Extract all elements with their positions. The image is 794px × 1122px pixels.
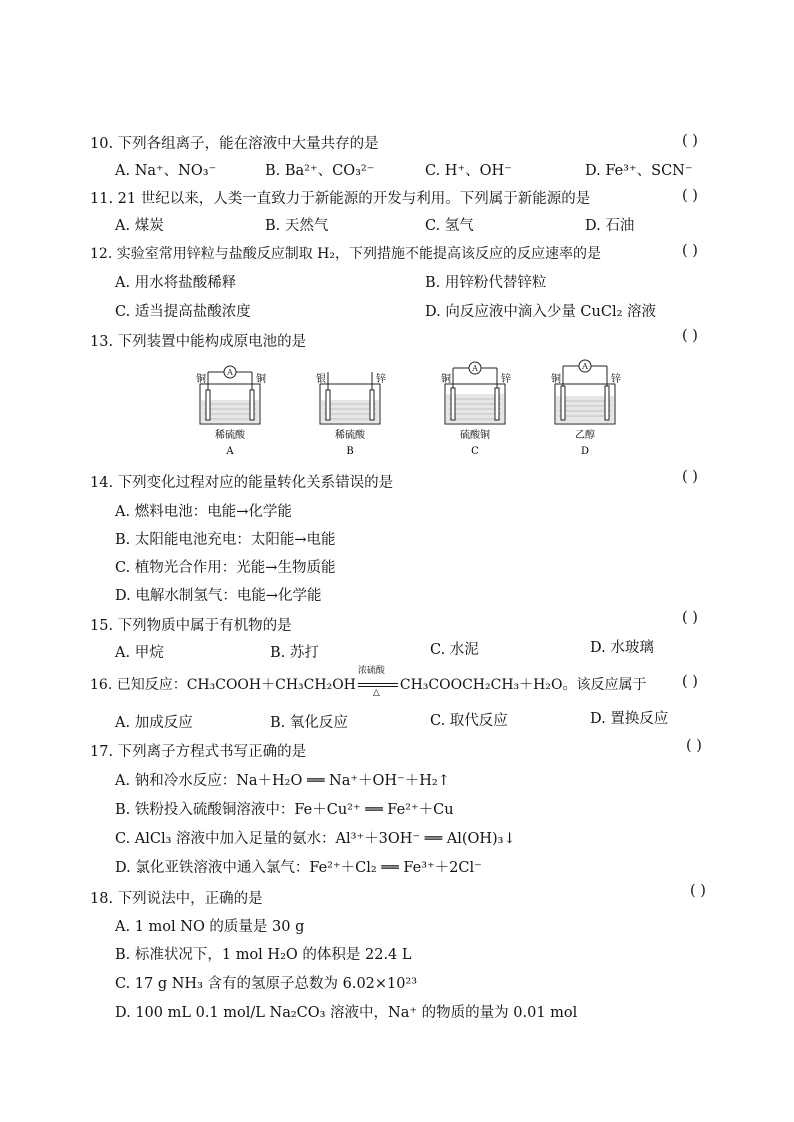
- answer-paren-18[interactable]: ( ): [690, 883, 706, 899]
- catalyst-label: 浓硫酸: [357, 666, 385, 676]
- q16-option-c: C. 取代反应: [430, 713, 508, 729]
- q15-option-d: D. 水玻璃: [590, 640, 654, 656]
- q15-option-c: C. 水泥: [430, 642, 479, 658]
- cell-c-solution: 硫酸铜: [460, 430, 490, 441]
- cell-d-right-electrode: 锌: [611, 374, 621, 385]
- question-14-stem: 14. 下列变化过程对应的能量转化关系错误的是: [90, 475, 394, 491]
- cell-c-letter: C: [471, 446, 479, 457]
- q11-option-d: D. 石油: [585, 218, 635, 234]
- question-15-stem: 15. 下列物质中属于有机物的是: [90, 618, 292, 634]
- q12-option-b: B. 用锌粉代替锌粒: [425, 275, 547, 291]
- question-13-stem: 13. 下列装置中能构成原电池的是: [90, 334, 307, 350]
- q10-option-a: A. Na⁺、NO₃⁻: [115, 163, 217, 179]
- q16-option-d: D. 置换反应: [590, 711, 669, 727]
- question-10-stem: 10. 下列各组离子，能在溶液中大量共存的是: [90, 136, 379, 152]
- cell-d[interactable]: [551, 360, 621, 457]
- q14-option-a: A. 燃料电池：电能→化学能: [115, 504, 292, 520]
- answer-paren-13[interactable]: ( ): [682, 328, 698, 344]
- cell-c-right-electrode: 锌: [501, 374, 511, 385]
- cell-b-solution: 稀硫酸: [335, 430, 365, 441]
- cell-b-right-electrode: 锌: [376, 374, 386, 385]
- q17-option-d: D. 氯化亚铁溶液中通入氯气：Fe²⁺＋Cl₂ ══ Fe³⁺＋2Cl⁻: [115, 860, 482, 876]
- q14-option-c: C. 植物光合作用：光能→生物质能: [115, 560, 336, 576]
- svg-text:A: A: [582, 362, 588, 371]
- answer-paren-11[interactable]: ( ): [682, 188, 698, 204]
- q11-option-c: C. 氢气: [425, 218, 474, 234]
- cell-a-letter: A: [226, 446, 234, 457]
- cell-d-solution: 乙醇: [575, 430, 595, 441]
- q10-option-d: D. Fe³⁺、SCN⁻: [585, 163, 693, 179]
- galvanic-cell-diagrams: [196, 362, 621, 462]
- q16-reactants: 16. 已知反应：CH₃COOH＋CH₃CH₂OH: [90, 677, 356, 693]
- heat-symbol: △: [372, 688, 380, 698]
- cell-a[interactable]: [196, 366, 266, 457]
- answer-paren-16[interactable]: ( ): [682, 674, 698, 690]
- cell-b[interactable]: [316, 372, 386, 457]
- q16-option-b: B. 氧化反应: [270, 715, 348, 731]
- cell-a-right-electrode: 铜: [256, 374, 266, 385]
- q16-option-a: A. 加成反应: [115, 715, 193, 731]
- cell-b-letter: B: [346, 446, 354, 457]
- q10-option-b: B. Ba²⁺、CO₃²⁻: [265, 163, 375, 179]
- q16-products: CH₃COOCH₂CH₃＋H₂O。该反应属于: [399, 677, 647, 693]
- q18-option-b: B. 标准状况下，1 mol H₂O 的体积是 22.4 L: [115, 947, 412, 963]
- cell-d-letter: D: [580, 446, 590, 457]
- q12-option-d: D. 向反应液中滴入少量 CuCl₂ 溶液: [425, 304, 657, 320]
- answer-paren-17[interactable]: ( ): [686, 738, 702, 754]
- answer-paren-15[interactable]: ( ): [682, 610, 698, 626]
- q10-option-c: C. H⁺、OH⁻: [425, 163, 512, 179]
- q15-option-a: A. 甲烷: [115, 645, 164, 661]
- question-16-stem: [90, 666, 647, 698]
- cell-c-left-electrode: 铜: [441, 374, 451, 385]
- q14-option-b: B. 太阳能电池充电：太阳能→电能: [115, 532, 336, 548]
- answer-paren-14[interactable]: ( ): [682, 469, 698, 485]
- q12-option-c: C. 适当提高盐酸浓度: [115, 304, 251, 320]
- q18-option-c: C. 17 g NH₃ 含有的氢原子总数为 6.02×10²³: [115, 976, 418, 992]
- cell-a-solution: 稀硫酸: [215, 430, 245, 441]
- cell-a-left-electrode: 铜: [196, 374, 206, 385]
- svg-text:A: A: [472, 364, 478, 373]
- q11-option-b: B. 天然气: [265, 218, 329, 234]
- q15-option-b: B. 苏打: [270, 645, 319, 661]
- q12-option-a: A. 用水将盐酸稀释: [115, 275, 237, 291]
- q17-option-b: B. 铁粉投入硫酸铜溶液中：Fe＋Cu²⁺ ══ Fe²⁺＋Cu: [115, 802, 454, 818]
- q11-option-a: A. 煤炭: [115, 218, 164, 234]
- question-18-stem: 18. 下列说法中，正确的是: [90, 891, 263, 907]
- answer-paren-12[interactable]: ( ): [682, 243, 698, 259]
- question-12-stem: 12. 实验室常用锌粒与盐酸反应制取 H₂，下列措施不能提高该反应的反应速率的是: [90, 246, 601, 262]
- reaction-condition: [356, 666, 400, 698]
- q18-option-d: D. 100 mL 0.1 mol/L Na₂CO₃ 溶液中，Na⁺ 的物质的量为 0.01 mol: [115, 1005, 578, 1021]
- q17-option-a: A. 钠和冷水反应：Na＋H₂O ══ Na⁺＋OH⁻＋H₂↑: [115, 773, 450, 789]
- svg-text:A: A: [227, 368, 233, 377]
- cell-d-left-electrode: 铜: [551, 374, 561, 385]
- q14-option-d: D. 电解水制氢气：电能→化学能: [115, 588, 322, 604]
- cell-b-left-electrode: 银: [316, 374, 326, 385]
- q18-option-a: A. 1 mol NO 的质量是 30 g: [115, 919, 305, 935]
- q17-option-c: C. AlCl₃ 溶液中加入足量的氨水：Al³⁺＋3OH⁻ ══ Al(OH)₃↓: [115, 831, 516, 847]
- cell-c[interactable]: [441, 362, 511, 457]
- question-17-stem: 17. 下列离子方程式书写正确的是: [90, 744, 307, 760]
- question-11-stem: 11. 21 世纪以来，人类一直致力于新能源的开发与利用。下列属于新能源的是: [90, 191, 591, 207]
- answer-paren-10[interactable]: ( ): [682, 133, 698, 149]
